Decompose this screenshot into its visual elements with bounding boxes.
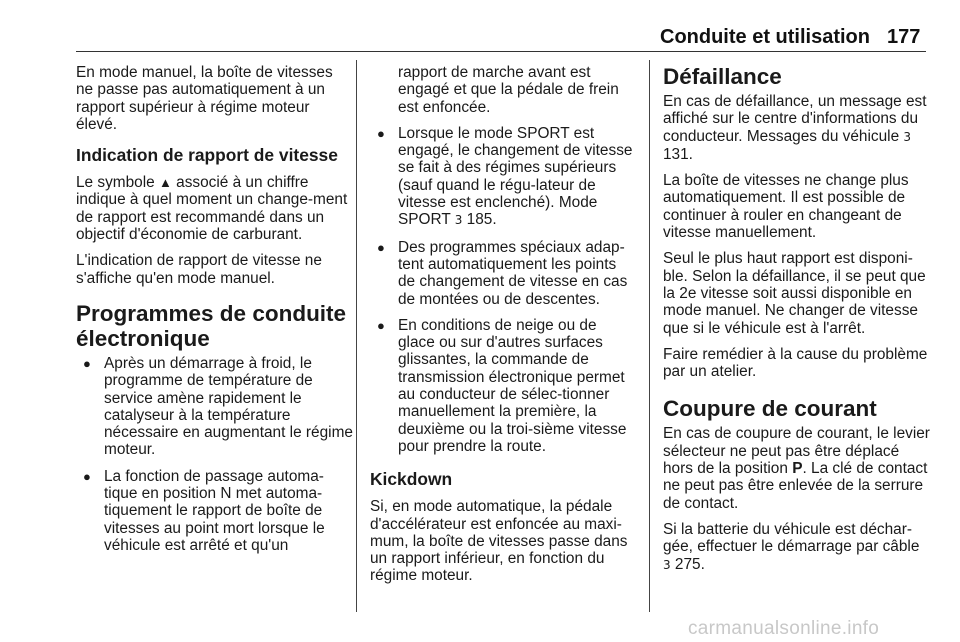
column-divider [649, 60, 650, 612]
failure-heading: Défaillance [663, 64, 782, 89]
column-1 [76, 64, 354, 563]
intro-paragraph: En mode manuel, la boîte de vitesses ne passe pas automatiquement à un rapport supérieur à régime moteur élevé. [76, 64, 333, 133]
electronic-programs-heading: Programmes de conduite électronique [76, 300, 347, 351]
list-item: ● La fonction de passage automa-tique en position N met automa-tiquement le rapport de boîte de vitesses au point mort lorsque le véhicule est arrêté et qu'un [83, 467, 325, 554]
list-item: ● Lorsque le mode SPORT est engagé, le changement de vitesse se fait à des régimes supérieurs (sauf quand le régu-lateur de vitesse est enclenché). Mode SPORT 3 185. [377, 124, 633, 229]
list-item: ● Des programmes spéciaux adap-tent automatiquement les points de changement de vitesse en cas de montées ou de descentes. [377, 238, 628, 308]
bullet-icon: ● [377, 239, 385, 255]
power-cut-paragraph: En cas de coupure de courant, le levier sélecteur ne peut pas être déplacé hors de la position P. La clé de contact ne peut pas être enlevée de la serrure de contact. [663, 425, 930, 512]
page-ref-icon: 3 [903, 129, 912, 144]
kickdown-heading: Kickdown [370, 469, 453, 490]
battery-paragraph: Si la batterie du véhicule est déchar-gée, effectuer le démarrage par câble 3 275. [663, 520, 920, 573]
up-arrow-icon: ▲ [158, 175, 172, 191]
list-item: ● Après un démarrage à froid, le programme de température de service amène rapidement le catalyseur à la température nécessaire en augmentant le régime moteur. [83, 354, 353, 459]
bullet-icon: ● [83, 355, 91, 371]
column-3 [663, 64, 931, 583]
page-ref-icon: 3 [663, 557, 671, 572]
header-divider [76, 51, 926, 52]
page-header [0, 0, 960, 50]
column-2 [370, 64, 634, 594]
page-number: 177 [887, 26, 921, 48]
position-p-label: P [792, 460, 803, 478]
section-title: Conduite et utilisation [660, 26, 870, 48]
bullet-icon: ● [377, 125, 385, 141]
programs-list [76, 355, 354, 554]
bullet-icon: ● [83, 468, 91, 484]
kickdown-paragraph: Si, en mode automatique, la pédale d'accélérateur est enfoncée au maxi-mum, la boîte de vitesses passe dans un rapport inférieur, en fonction du régime moteur. [370, 498, 628, 585]
programs-list-continued [370, 125, 634, 455]
list-item: ● En conditions de neige ou de glace ou sur d'autres surfaces glissantes, la commande de transmission électronique permet au conducteur de sélec-tionner manuellement la première, la deuxième ou la troi-sième vitesse pour prendre la route. [377, 316, 627, 455]
watermark: carmanualsonline.info [688, 618, 880, 639]
gear-indication-heading: Indication de rapport de vitesse [76, 145, 338, 166]
bullet-icon: ● [377, 317, 385, 333]
power-cut-heading: Coupure de courant [663, 396, 877, 422]
no-auto-shift-paragraph: La boîte de vitesses ne change plus automatiquement. Il est possible de continuer à rouler en changeant de vitesse manuellement. [663, 172, 909, 242]
page-ref-icon: 3 [454, 213, 463, 228]
gear-indication-paragraph: Le symbole ▲ associé à un chiffre indique à quel moment un change-ment de rapport est recommandé dans un objectif d'économie de carburant. [76, 174, 348, 244]
list-continuation: rapport de marche avant est engagé et que la pédale de frein est enfoncée. [398, 64, 619, 116]
highest-gear-paragraph: Seul le plus haut rapport est disponi-ble. Selon la défaillance, il se peut que la 2e vitesse soit aussi disponible en mode manuel. Ne changer de vitesse que si le véhicule est à l'arrêt. [663, 250, 926, 337]
repair-paragraph: Faire remédier à la cause du problème par un atelier. [663, 345, 928, 381]
failure-paragraph: En cas de défaillance, un message est affiché sur le centre d'informations du conducteur. Messages du véhicule 3 131. [663, 93, 927, 163]
column-divider [356, 60, 357, 612]
manual-mode-paragraph: L'indication de rapport de vitesse ne s'affiche qu'en mode manuel. [76, 252, 322, 287]
